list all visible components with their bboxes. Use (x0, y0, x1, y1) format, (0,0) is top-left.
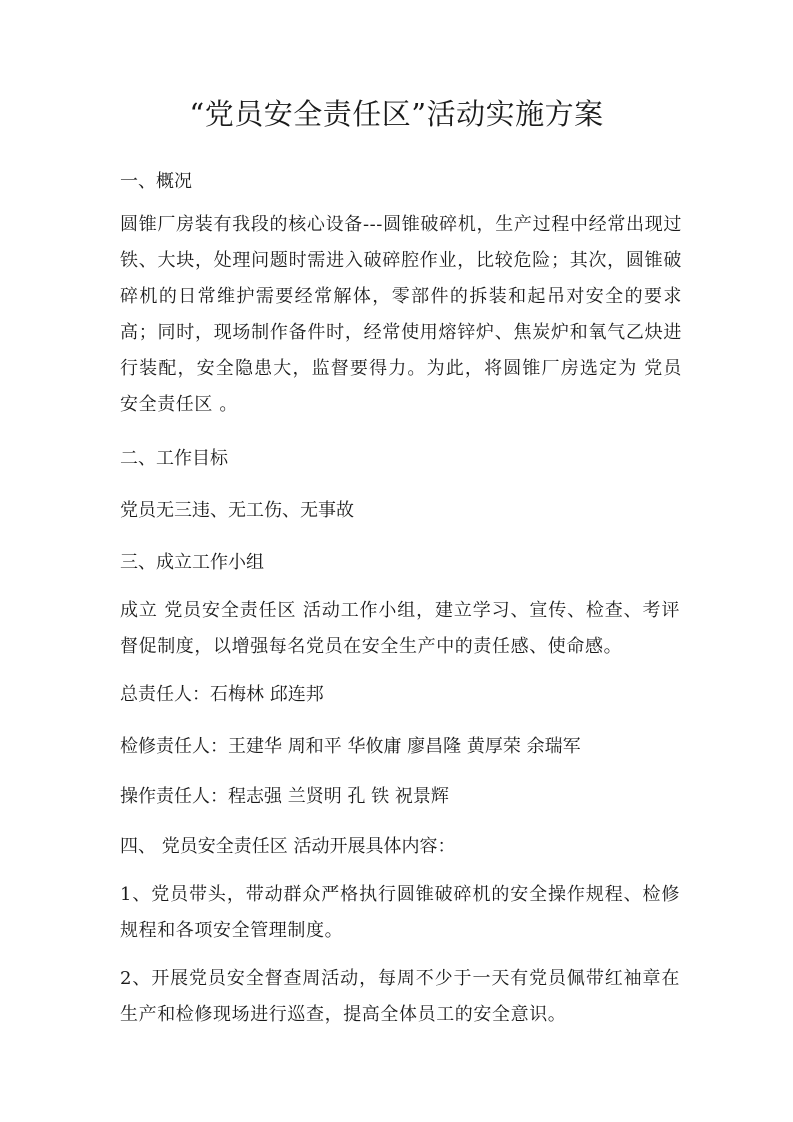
section-heading-overview: 一、概况 (120, 171, 192, 192)
content-item-2: 2、开展党员安全督查周活动，每周不少于一天有党员佩带红袖章在生产和检修现场进行巡查，提高全体员工的安全意识。 (120, 968, 680, 1025)
operation-responsible-line: 操作责任人：程志强 兰贤明 孔 铁 祝景辉 (120, 786, 449, 807)
section-heading-group: 三、成立工作小组 (120, 552, 264, 573)
chief-responsible-line: 总责任人：石梅林 邱连邦 (120, 684, 324, 705)
content-item-1: 1、党员带头，带动群众严格执行圆锥破碎机的安全操作规程、检修规程和各项安全管理制度。 (120, 884, 680, 941)
overview-paragraph: 圆锥厂房装有我段的核心设备---圆锥破碎机，生产过程中经常出现过铁、大块，处理问题时需进入破碎腔作业，比较危险；其次，圆锥破碎机的日常维护需要经常解体，零部件的拆装和起吊对安全的要求高；同时，现场制作备件时，经常使用熔锌炉、焦炭炉和氧气乙炔进行装配，安全隐患大，监督要得力。为此，将圆锥厂房选定为 党员安全责任区 。 (120, 214, 682, 415)
goal-paragraph: 党员无三违、无工伤、无事故 (120, 500, 354, 521)
group-paragraph: 成立 党员安全责任区 活动工作小组，建立学习、宣传、检查、考评督促制度，以增强每名党员在安全生产中的责任感、使命感。 (120, 600, 680, 657)
maintenance-responsible-line: 检修责任人：王建华 周和平 华攸庸 廖昌隆 黄厚荣 余瑞军 (120, 736, 581, 757)
section-heading-content: 四、 党员安全责任区 活动开展具体内容： (120, 836, 456, 857)
section-heading-goal: 二、工作目标 (120, 448, 228, 469)
document-title: “党员安全责任区”活动实施方案 (189, 97, 604, 131)
